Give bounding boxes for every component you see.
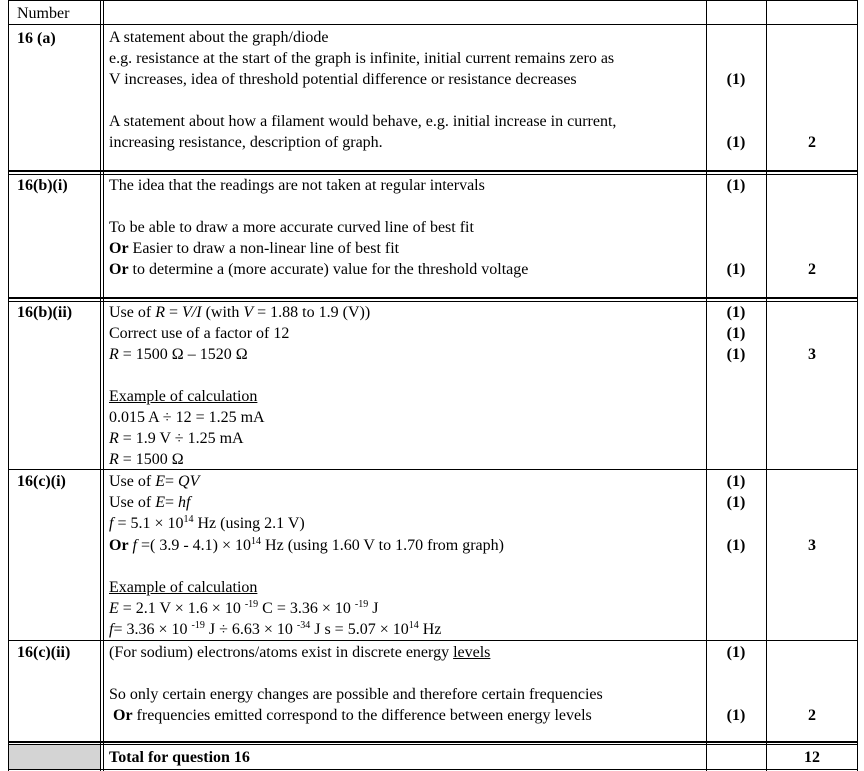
answer-line: e.g. resistance at the start of the graph is infinite, initial current remains zero as — [109, 50, 615, 67]
question-number: 16 (a) — [17, 30, 56, 47]
row-rule — [8, 744, 858, 745]
question-number: 16(c)(i) — [17, 473, 66, 490]
text-fragment: =( 3.9 - 4.1) × 10 — [137, 537, 252, 554]
row-total: 2 — [808, 707, 816, 724]
col-rule — [103, 0, 104, 771]
text-fragment: = 1500 Ω – 1520 Ω — [118, 346, 248, 363]
exponent: 14 — [183, 514, 194, 525]
answer-line: Correct use of a factor of 12 — [109, 325, 290, 342]
answer-line — [109, 492, 190, 513]
mark: (1) — [726, 473, 746, 490]
symbol-v-over-i: V/I — [182, 304, 202, 321]
answer-line: A statement about how a filament would behave, e.g. initial increase in current, — [109, 113, 617, 130]
text-fragment: C = 3.36 × 10 — [258, 600, 355, 617]
text-fragment: Use of — [109, 473, 156, 490]
answer-line — [109, 302, 370, 323]
text-fragment: Use of — [109, 304, 156, 321]
example-line — [109, 598, 378, 619]
text-fragment: J s = 5.07 × 10 — [310, 621, 409, 638]
symbol-e: E — [155, 494, 165, 511]
text-fragment: (For sodium) electrons/atoms exist in discrete energy — [109, 644, 454, 661]
row-rule — [8, 297, 858, 299]
example-heading: Example of calculation — [109, 579, 258, 596]
symbol-v: V — [243, 304, 254, 321]
top-rule — [8, 0, 858, 1]
exponent: -19 — [244, 599, 259, 610]
symbol-r: R — [109, 346, 119, 363]
col-rule — [8, 0, 9, 771]
answer-line: To be able to draw a more accurate curved line of best fit — [109, 219, 474, 236]
exponent: 14 — [251, 536, 262, 547]
row-rule — [8, 741, 858, 743]
number-column-header: Number — [17, 5, 70, 22]
mark: (1) — [726, 325, 746, 342]
text-fragment: = 5.1 × 10 — [113, 515, 184, 532]
row-total: 2 — [808, 134, 816, 151]
row-rule — [8, 170, 858, 172]
or-keyword: Or — [109, 261, 129, 278]
answer-line: increasing resistance, description of graph. — [109, 134, 383, 151]
col-rule — [100, 0, 101, 771]
text-fragment: = 1.88 to 1.9 (V)) — [253, 304, 371, 321]
symbol-f: f — [128, 537, 137, 554]
symbol-qv: QV — [178, 473, 200, 490]
answer-line — [109, 471, 199, 492]
symbol-r: R — [109, 430, 119, 447]
row-total: 3 — [808, 346, 816, 363]
row-rule — [8, 24, 858, 25]
mark: (1) — [726, 177, 746, 194]
answer-line — [109, 513, 305, 534]
mark: (1) — [726, 537, 746, 554]
mark: (1) — [726, 134, 746, 151]
text-fragment: J — [368, 600, 379, 617]
exponent: 14 — [408, 620, 419, 631]
total-label: Total for question 16 — [109, 749, 250, 766]
symbol-e: E — [109, 600, 119, 617]
text-fragment: = 2.1 V × 1.6 × 10 — [118, 600, 245, 617]
text-fragment: Use of — [109, 494, 156, 511]
answer-line: A statement about the graph/diode — [109, 29, 329, 46]
underlined-keyword: levels — [453, 644, 491, 661]
question-number: 16(b)(ii) — [17, 304, 73, 321]
text-fragment: frequencies emitted correspond to the difference between energy levels — [132, 707, 592, 724]
answer-line — [109, 642, 490, 663]
row-rule — [8, 640, 858, 641]
or-keyword: Or — [113, 707, 133, 724]
text-fragment: (with — [201, 304, 244, 321]
answer-line — [109, 238, 399, 259]
bottom-rule — [8, 769, 858, 770]
row-total: 3 — [808, 537, 816, 554]
symbol-hf: hf — [178, 494, 191, 511]
text-fragment: Hz (using 1.60 V to 1.70 from graph) — [261, 537, 504, 554]
answer-line: The idea that the readings are not taken at regular intervals — [109, 177, 485, 194]
answer-text: to determine a (more accurate) value for the threshold voltage — [128, 261, 529, 278]
text-fragment: Hz — [418, 621, 442, 638]
text-fragment: = 1.9 V ÷ 1.25 mA — [118, 430, 244, 447]
text-fragment: J ÷ 6.63 × 10 — [204, 621, 297, 638]
example-line: 0.015 A ÷ 12 = 1.25 mA — [109, 409, 265, 426]
exponent: -19 — [191, 620, 205, 631]
symbol-f: f — [109, 515, 114, 532]
answer-text: Easier to draw a non-linear line of best fit — [128, 240, 400, 257]
answer-line — [113, 705, 592, 726]
answer-line — [109, 535, 504, 556]
answer-line: V increases, idea of threshold potential difference or resistance decreases — [109, 71, 577, 88]
mark: (1) — [726, 304, 746, 321]
question-number: 16(c)(ii) — [17, 644, 71, 661]
exponent: -19 — [354, 599, 369, 610]
or-keyword: Or — [109, 537, 129, 554]
row-total: 2 — [808, 261, 816, 278]
exponent: -34 — [296, 620, 311, 631]
example-line — [109, 449, 184, 470]
answer-line — [109, 259, 528, 280]
answer-line — [109, 344, 248, 365]
question-number: 16(b)(i) — [17, 177, 68, 194]
symbol-e: E — [155, 473, 165, 490]
text-fragment: = — [165, 473, 179, 490]
text-fragment: Hz (using 2.1 V) — [193, 515, 305, 532]
text-fragment: = — [165, 494, 179, 511]
symbol-r: R — [109, 451, 119, 468]
grand-total: 12 — [804, 749, 820, 766]
text-fragment: = — [165, 304, 183, 321]
mark: (1) — [726, 261, 746, 278]
mark: (1) — [726, 71, 746, 88]
mark: (1) — [726, 346, 746, 363]
text-fragment: = 1500 Ω — [118, 451, 184, 468]
example-heading: Example of calculation — [109, 388, 258, 405]
text-fragment: = 3.36 × 10 — [113, 621, 192, 638]
example-line — [109, 428, 244, 449]
col-rule — [857, 0, 858, 771]
col-rule — [766, 0, 767, 771]
answer-line: So only certain energy changes are possible and therefore certain frequencies — [109, 686, 603, 703]
or-keyword: Or — [109, 240, 129, 257]
mark: (1) — [726, 707, 746, 724]
symbol-f: f — [109, 621, 114, 638]
example-line — [109, 619, 441, 640]
mark: (1) — [726, 494, 746, 511]
footer-shaded-cell — [8, 745, 100, 769]
mark: (1) — [726, 644, 746, 661]
symbol-r: R — [155, 304, 165, 321]
